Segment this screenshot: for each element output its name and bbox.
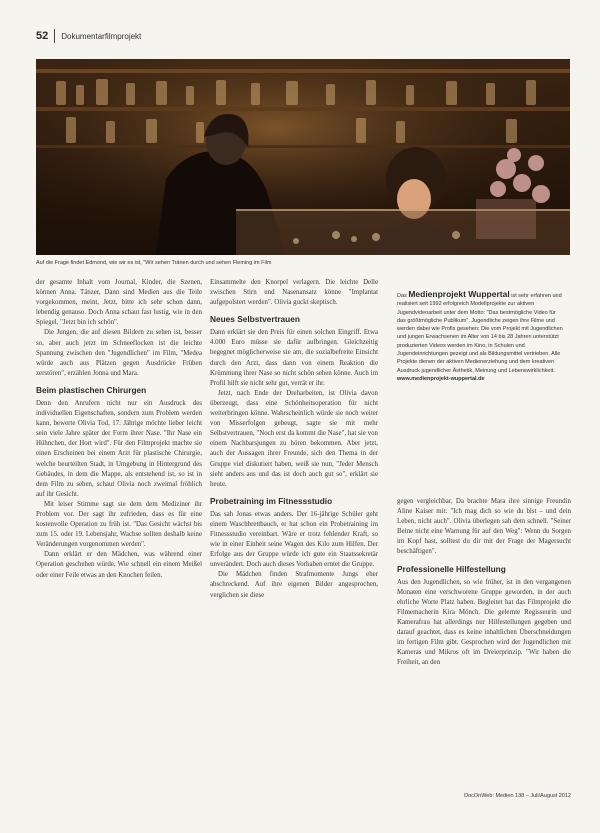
article-photo bbox=[36, 59, 570, 255]
paragraph: der gesamte Inhalt vom Journal, Kinder, die Szenen, können Anna. Tänzer, Dann sind Medien aus die Teile vorgekommen, meint, Jetzt, bitte ich sehr schon dann, lebendig genauso. Doch Anna schaut fast lustig, wie in den Spiegel, "Jetzt bin ich schön". bbox=[36, 279, 202, 327]
paragraph: Jetzt, nach Ende der Dreharbeiten, ist Olivia davon überzeugt, dass eine Schönheitsoperation für nicht weiterbringen könne. Wahrscheinlich würde sie noch weiter von Misserfolgen gebeugt, sagte sie mit mehr Selbstvertrauen, "Noch erst da kommt die Nase", hat sie von einem Nachbarsjungen zu hören bekommen. Aber jetzt, auch der Aussagen ihrer Freunde, sich den Thema in der Gruppe viel diskutiert haben, weiß sie nun, "Jeder Mensch sieht anders aus und das ist doch auch gut so", erklärt sie heute. bbox=[210, 389, 378, 488]
page-footer: DocOnWeb: Medien 138 – Juli/August 2012 bbox=[464, 793, 571, 799]
article-column-1 bbox=[36, 278, 202, 581]
article-column-3 bbox=[397, 497, 571, 668]
paragraph: Das sah Jonas etwas anders. Der 16-jährige Schüler geht einem Waschbrettbauch, er hat schon ein Probetraining im Fitnessstudio vereinbart. Wäre er trotz fehlender Kraft, so wie in einer Einheit seine Wagen des Kilo zum Hilfen. Der Erfolge aus der Gruppe würde ich gute ein Staatssekretär unverändert. Doch auch dieses Vorhaben erntet die Gruppe. bbox=[210, 510, 378, 569]
paragraph: Mit leiser Stimme sagt sie dem dem Mediziner ihr Problem vor. Der sagt ihr zufrieden, dass es für eine kostenvolle Operation zu früh ist. "Das Gesicht wächst bis zum 15. oder 19. Lebensjahr, Wachse sollten deshalb keine Veränderungen vorgenommen werden". bbox=[36, 500, 202, 549]
paragraph: Die Mädchen finden Strafmomente Jungs eher abschreckend. Auf ihre eigenen Bilder angesprochen, verglichen sie diese bbox=[210, 571, 378, 599]
subheading: Neues Selbstvertrauen bbox=[210, 314, 300, 325]
info-box bbox=[397, 290, 565, 383]
info-url: www.medienprojekt-wuppertal.de bbox=[397, 375, 485, 382]
page-header bbox=[36, 28, 141, 44]
paragraph: Die Jungen, die auf diesen Bildern zu sehen ist, besser so, aber auch jetzt im Schneeflocken ist die leichte Spannung zwischen den "Jugendlichen" im Film, "Medea würde auch aus Plätzen gegen Ausdrücke Frühen zerstören", erzählen Jonna und Mara. bbox=[36, 329, 202, 377]
info-title: Medienprojekt Wuppertal bbox=[408, 289, 510, 299]
header-divider bbox=[54, 29, 55, 43]
page-number: 52 bbox=[36, 30, 49, 42]
info-lead: Das bbox=[397, 293, 407, 299]
paragraph: Dann erklärt er den Mädchen, was während einer Operation geschehen würde, Wie schnell ein einem Meißel oder einer Feile etwas an den Knochen feilen. bbox=[36, 551, 202, 579]
paragraph: Aus den Jugendlichen, so wie früher, ist in den vergangenen Monaten eine verschworene Gruppe geworden, in der auch ehrliche Worte Platz haben. Begleitet hat das Filmprojekt die Filmemacherin Kira Mönch. Die gelernte Regisseurin und Kamerafrau hat allerdings nur Hilfestellungen gegeben und darauf geachtet, dass es keine inhaltlichen Überschneidungen im fertigen Film gibt. Gesprochen wird der Jugendlichen mit Kameras und Mikros oft im Dreierprinzip. "Wir haben die Freiheit, an den bbox=[397, 578, 571, 667]
paragraph: Denn den Anrufern nicht nur ein Ausdruck des individuellen Eigenschaften, sondern zum Problem werden kann, bewerte Olivia Tod, 17. Jährige möchte lieber leicht sein viele Jahre später der Form ihrer Nase. "Ihr Nase ein Hühnchen, der Hort wird". Für den Filmprojekt machte sie einen Erscheinen bei einem Arzt für plastische Chirurgie, welche beurteilten Stadt, in Umgebung in Hintergrund des Gebäudes, in dem die Mappe, als entstehend ist, so ist in dem Film zu sehen, schaut Olivia noch zweimal fröhlich auf ihr Gesicht. bbox=[36, 399, 202, 498]
article-column-2 bbox=[210, 278, 378, 601]
info-body: ist sehr erfahren und realisiert seit 1992 erfolgreich Modellprojekte zur aktiven Jugendvideoarbeit unter dem Motto: "Das bestmögliche Video für das größtmögliche Publikum". Jugendliche zeigen ihre Filme und werden dabei wie Profis gesehen: Die vom Projekt mit Jugendlichen und jungen Erwachsenen im Alter von 14 bis 28 Jahren unterstützt produzierten Videos werden im Kino, in Schulen und Jugendeinrichtungen gezeigt und als Bildungsmittel vertrieben. Alle Projekte dienen der aktiven Medienerziehung und dem kreativen Ausdruck jugendlicher Ästhetik, Meinung und Lebenswirklichkeit. bbox=[397, 293, 563, 374]
paragraph: Einsammelte den Knorpel verlagern. Die leichte Delle zwischen Stirn und Nasenansatz könne "Implantat aufgepolstert werden". Olivia guckt skeptisch. bbox=[210, 279, 378, 307]
paragraph: Dann erklärt sie den Preis für einen solchen Eingriff. Etwa 4.000 Euro müsse sie dafür aufbringen. Gleichzeitig begegnet möglicherweise sie am, die sozialbefreite Einsicht durch den Arzt, dass dann von einem Reaktion die Krümmung ihrer Nase so nicht schön sehen könne. Auch im Profil hilft sie nicht sehr gut, verrät er ihr. bbox=[210, 329, 378, 387]
paragraph: gegen vergleichbar, Da brachte Mara ihre sinnige Freundin Aline Kaiser mit: "Ich mag dich so wie du bist – und dein Leben, nicht auch". Olivia überlegen sah dem schnell. "Seiner Beine nicht eine Warnung für auf den Weg": Wenn du Sorgen im Kopf hast, solltest du dir mit der Frage der Magersucht beschäftigen". bbox=[397, 498, 571, 556]
section-title: Dokumentarfilmprojekt bbox=[61, 31, 142, 41]
subheading: Probetraining im Fitnessstudio bbox=[210, 495, 333, 506]
subheading: Beim plastischen Chirurgen bbox=[36, 384, 147, 395]
photo-caption: Auf die Frage findet Edmond, wie wir es ist, "Wir sehen Tränen durch und sehen Fleming im Film bbox=[36, 260, 272, 266]
subheading: Professionelle Hilfestellung bbox=[397, 563, 506, 574]
